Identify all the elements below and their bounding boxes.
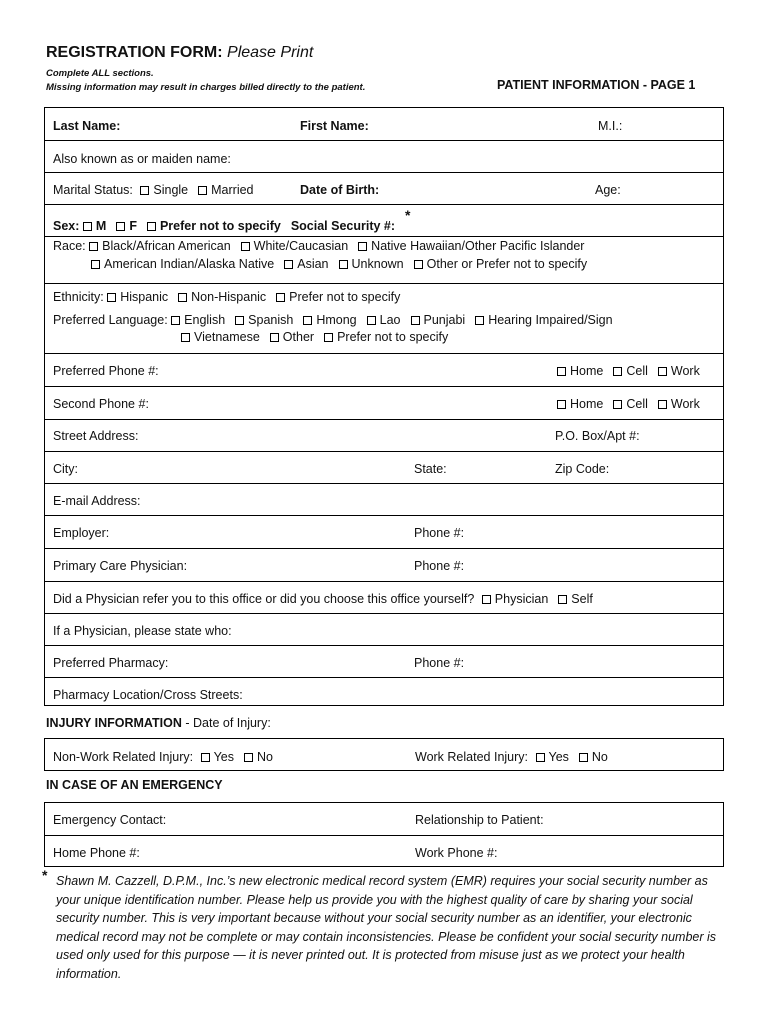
emergency-contact-row [45, 803, 723, 835]
pharmacy-phone-field[interactable]: Phone #: [414, 656, 465, 670]
email-row [45, 483, 723, 516]
work-phone-field[interactable]: Work Phone #: [415, 846, 498, 860]
referral-question-label: Did a Physician refer you to this office or did you choose this office yourself? [53, 592, 475, 606]
non-work-injury-label: Non-Work Related Injury: [53, 750, 194, 764]
race-option-label: Unknown [351, 257, 404, 271]
ssn-field[interactable]: Social Security #: [290, 219, 396, 233]
checkbox-phone1-home[interactable] [557, 367, 566, 376]
email-field[interactable]: E-mail Address: [53, 494, 141, 508]
checkbox-lao[interactable] [367, 316, 376, 325]
checkbox-race-white[interactable] [241, 242, 250, 251]
checkbox-phone2-home[interactable] [557, 400, 566, 409]
checkbox-phone2-work[interactable] [658, 400, 667, 409]
name-row [45, 108, 723, 140]
sex-pns-label: Prefer not to specify [159, 219, 281, 233]
referral-row [45, 581, 723, 614]
employer-phone-field[interactable]: Phone #: [414, 526, 465, 540]
ethnicity-field [53, 289, 400, 305]
checkbox-referral-physician[interactable] [482, 595, 491, 604]
work-injury [415, 749, 608, 765]
pharmacy-location-field[interactable]: Pharmacy Location/Cross Streets: [53, 688, 243, 702]
preferred-phone-row [45, 353, 723, 387]
dob-field[interactable]: Date of Birth: [300, 183, 380, 197]
yes-label: Yes [548, 750, 569, 764]
race-option-label: Native Hawaiian/Other Pacific Islander [371, 239, 585, 253]
no-label: No [591, 750, 608, 764]
checkbox-non-hispanic[interactable] [178, 293, 187, 302]
preferred-phone-type [557, 363, 700, 379]
referral-physician-label: Physician [494, 592, 549, 606]
street-row [45, 419, 723, 452]
sex-row [45, 204, 723, 239]
ethnicity-option-label: Non-Hispanic [191, 290, 267, 304]
race-line-2 [91, 256, 587, 272]
language-option-label: Spanish [248, 313, 294, 327]
zip-field[interactable]: Zip Code: [555, 462, 610, 476]
marital-label: Marital Status: [53, 183, 133, 197]
marital-row [45, 172, 723, 205]
injury-heading-label: INJURY INFORMATION [46, 716, 182, 730]
checkbox-race-asian[interactable] [284, 260, 293, 269]
emergency-heading: IN CASE OF AN EMERGENCY [46, 778, 223, 792]
checkbox-race-other[interactable] [414, 260, 423, 269]
checkbox-sex-pns[interactable] [147, 222, 156, 231]
marital-single-label: Single [153, 183, 189, 197]
language-option-label: Other [282, 330, 315, 344]
race-option-label: White/Caucasian [253, 239, 349, 253]
referral-self-label: Self [571, 592, 593, 606]
phone-type-label: Cell [626, 397, 648, 411]
ssn-footnote: Shawn M. Cazzell, D.P.M., Inc.’s new electronic medical record system (EMR) requires your social security number as your unique identification number. Please help us provide you with the highest quality of care by sharing your social security number. This is very important because without your social security number as an identifier, your electronic medical record may not be complete or may contain inconsistencies. Please be confident your social security number is used only used for this purpose — it is never printed out. It is protected from misuse just as we protect your health information. [56, 874, 717, 981]
language-option-label: Hmong [316, 313, 357, 327]
footnote-asterisk: * [42, 867, 48, 883]
emergency-phone-row [45, 835, 723, 869]
sex-field [53, 218, 395, 234]
checkbox-race-unknown[interactable] [339, 260, 348, 269]
instruction-line-1: Complete ALL sections. [46, 68, 154, 79]
checkbox-hmong[interactable] [303, 316, 312, 325]
title-bold: REGISTRATION FORM: [46, 44, 223, 61]
race-option-label: Other or Prefer not to specify [426, 257, 588, 271]
race-label: Race: [53, 239, 86, 253]
language-label: Preferred Language: [53, 313, 168, 327]
checkbox-hispanic[interactable] [107, 293, 116, 302]
checkbox-race-hawaiian[interactable] [358, 242, 367, 251]
language-option-label: Hearing Impaired/Sign [488, 313, 613, 327]
checkbox-single[interactable] [140, 186, 149, 195]
patient-info-box-2 [44, 236, 724, 706]
mi-field[interactable]: M.I.: [598, 119, 623, 133]
pcp-field[interactable]: Primary Care Physician: [53, 559, 188, 573]
emergency-box [44, 802, 724, 867]
state-field[interactable]: State: [414, 462, 447, 476]
injury-box [44, 738, 724, 771]
checkbox-english[interactable] [171, 316, 180, 325]
language-option-label: Prefer not to specify [337, 330, 449, 344]
first-name-field[interactable]: First Name: [300, 119, 369, 133]
pcp-row [45, 548, 723, 582]
language-option-label: Lao [379, 313, 401, 327]
ssn-asterisk: * [405, 207, 411, 223]
yes-label: Yes [213, 750, 234, 764]
checkbox-language-other[interactable] [270, 333, 279, 342]
phone-type-label: Cell [626, 364, 648, 378]
home-phone-field[interactable]: Home Phone #: [53, 846, 140, 860]
checkbox-phone1-cell[interactable] [613, 367, 622, 376]
pcp-phone-field[interactable]: Phone #: [414, 559, 465, 573]
checkbox-vietnamese[interactable] [181, 333, 190, 342]
sex-f-label: F [129, 219, 137, 233]
phone-type-label: Work [670, 397, 700, 411]
phone-type-label: Home [570, 364, 604, 378]
race-row [45, 237, 723, 283]
no-label: No [257, 750, 273, 764]
checkbox-married[interactable] [198, 186, 207, 195]
checkbox-work-no[interactable] [579, 753, 588, 762]
non-work-injury [53, 749, 273, 765]
date-of-injury-field[interactable]: - Date of Injury: [181, 716, 271, 730]
checkbox-language-pns[interactable] [324, 333, 333, 342]
aka-field[interactable]: Also known as or maiden name: [53, 152, 231, 166]
second-phone-type [557, 396, 700, 412]
referral-who-row [45, 613, 723, 646]
injury-heading [46, 716, 271, 730]
checkbox-non-work-no[interactable] [244, 753, 253, 762]
last-name-field[interactable]: Last Name: [53, 119, 121, 133]
emergency-contact-field[interactable]: Emergency Contact: [53, 813, 167, 827]
checkbox-spanish[interactable] [235, 316, 244, 325]
checkbox-sex-f[interactable] [116, 222, 125, 231]
title-italic: Please Print [227, 44, 314, 61]
checkbox-hearing-impaired[interactable] [475, 316, 484, 325]
phone-type-label: Work [670, 364, 700, 378]
phone-type-label: Home [570, 397, 604, 411]
ethnicity-label: Ethnicity: [53, 290, 104, 304]
language-option-label: Vietnamese [194, 330, 260, 344]
language-line-1 [53, 312, 613, 328]
pharmacy-field[interactable]: Preferred Pharmacy: [53, 656, 169, 670]
checkbox-punjabi[interactable] [411, 316, 420, 325]
checkbox-race-american-indian[interactable] [91, 260, 100, 269]
city-field[interactable]: City: [53, 462, 78, 476]
pharmacy-row [45, 645, 723, 678]
marital-status [53, 182, 254, 198]
checkbox-referral-self[interactable] [558, 595, 567, 604]
patient-info-box-1 [44, 107, 724, 237]
work-injury-label: Work Related Injury: [415, 750, 529, 764]
checkbox-phone2-cell[interactable] [613, 400, 622, 409]
pobox-field[interactable]: P.O. Box/Apt #: [555, 429, 640, 443]
ethnicity-option-label: Prefer not to specify [289, 290, 401, 304]
age-field[interactable]: Age: [595, 183, 621, 197]
referral-question [53, 591, 593, 607]
relationship-field[interactable]: Relationship to Patient: [415, 813, 544, 827]
referral-who-field[interactable]: If a Physician, please state who: [53, 624, 232, 638]
page-label: PATIENT INFORMATION - PAGE 1 [497, 78, 696, 92]
race-option-label: Black/African American [102, 239, 231, 253]
aka-row [45, 140, 723, 173]
race-line-1 [53, 238, 584, 254]
marital-married-label: Married [211, 183, 254, 197]
checkbox-work-yes[interactable] [536, 753, 545, 762]
checkbox-non-work-yes[interactable] [201, 753, 210, 762]
city-row [45, 451, 723, 484]
second-phone-field[interactable]: Second Phone #: [53, 397, 149, 411]
ethnicity-option-label: Hispanic [120, 290, 169, 304]
language-line-2 [181, 329, 448, 345]
language-option-label: Punjabi [423, 313, 466, 327]
checkbox-phone1-work[interactable] [658, 367, 667, 376]
checkbox-sex-m[interactable] [83, 222, 92, 231]
preferred-phone-field[interactable]: Preferred Phone #: [53, 364, 159, 378]
language-option-label: English [184, 313, 226, 327]
second-phone-row [45, 386, 723, 420]
sex-m-label: M [95, 219, 107, 233]
sex-label: Sex: [53, 219, 80, 233]
checkbox-ethnicity-pns[interactable] [276, 293, 285, 302]
employer-field[interactable]: Employer: [53, 526, 110, 540]
instruction-line-2: Missing information may result in charges billed directly to the patient. [46, 82, 366, 93]
street-field[interactable]: Street Address: [53, 429, 139, 443]
employer-row [45, 515, 723, 549]
race-option-label: American Indian/Alaska Native [104, 257, 275, 271]
pharmacy-location-row [45, 677, 723, 708]
form-title [46, 44, 313, 62]
race-option-label: Asian [297, 257, 329, 271]
checkbox-race-black[interactable] [89, 242, 98, 251]
